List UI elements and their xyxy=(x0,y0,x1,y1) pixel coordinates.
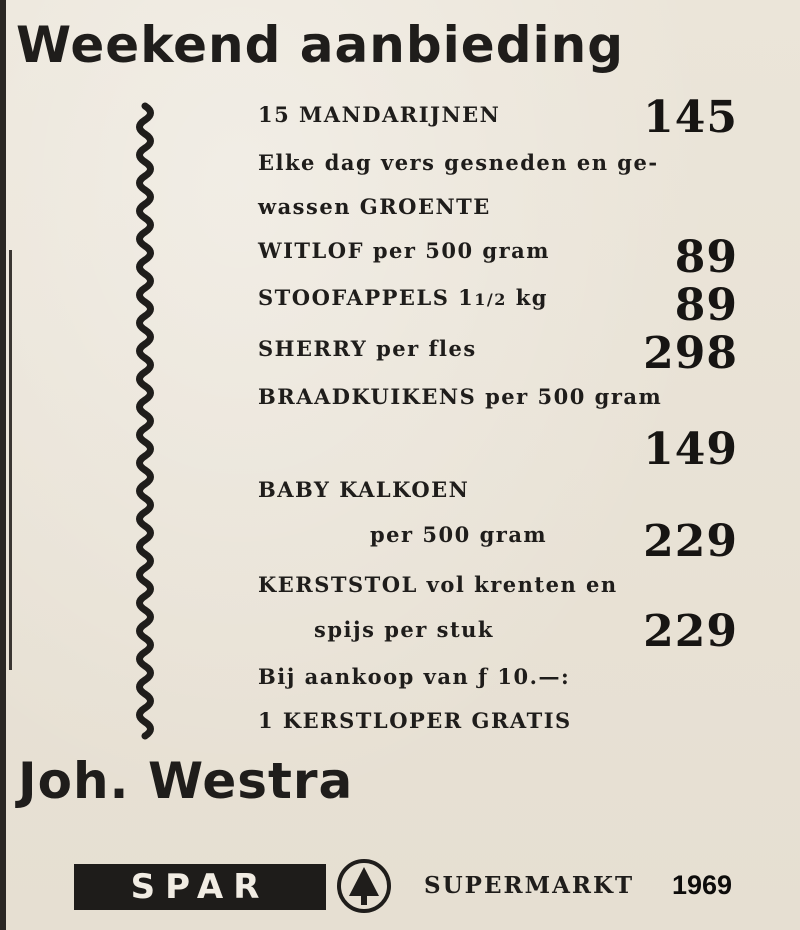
promo-gift: 1 KERSTLOPER GRATIS xyxy=(258,708,572,733)
item-mandarijnen: 15 MANDARIJNEN xyxy=(258,102,501,127)
page-edge-rule-inner xyxy=(9,250,12,670)
price-stoofappels: 89 xyxy=(674,280,738,331)
item-baby-kalkoen-unit: per 500 gram xyxy=(370,522,548,547)
headline: Weekend aanbieding xyxy=(16,16,625,74)
spar-logo-text: SPAR xyxy=(130,867,270,907)
item-kerststol-line1: KERSTSTOL vol krenten en xyxy=(258,572,618,597)
spar-tree-icon xyxy=(336,858,392,914)
price-braadkuikens: 149 xyxy=(643,424,738,475)
item-groente-line1: Elke dag vers gesneden en ge- xyxy=(258,150,659,175)
price-mandarijnen: 145 xyxy=(643,92,738,143)
item-groente-line2: wassen GROENTE xyxy=(258,194,491,219)
year-label: 1969 xyxy=(672,870,733,900)
price-kerststol: 229 xyxy=(643,606,738,657)
item-sherry: SHERRY per fles xyxy=(258,336,477,361)
page-edge-rule xyxy=(0,0,6,930)
item-baby-kalkoen: BABY KALKOEN xyxy=(258,477,470,502)
item-stoofappels xyxy=(258,285,548,310)
item-stoofappels-text: STOOFAPPELS 1 xyxy=(258,285,475,310)
item-kerststol-line2: spijs per stuk xyxy=(314,617,494,642)
price-baby-kalkoen: 229 xyxy=(643,516,738,567)
item-witlof: WITLOF per 500 gram xyxy=(258,238,550,263)
store-name: Joh. Westra xyxy=(18,752,354,810)
price-witlof: 89 xyxy=(674,232,738,283)
price-sherry: 298 xyxy=(643,328,738,379)
store-type: SUPERMARKT xyxy=(424,872,635,899)
spar-logo-box xyxy=(74,864,326,910)
rope-border-decoration xyxy=(132,102,158,742)
item-stoofappels-unit: kg xyxy=(506,285,548,310)
item-braadkuikens: BRAADKUIKENS per 500 gram xyxy=(258,384,663,409)
promo-condition: Bij aankoop van ƒ 10.—: xyxy=(258,664,571,689)
item-stoofappels-fraction: 1/2 xyxy=(474,290,507,309)
